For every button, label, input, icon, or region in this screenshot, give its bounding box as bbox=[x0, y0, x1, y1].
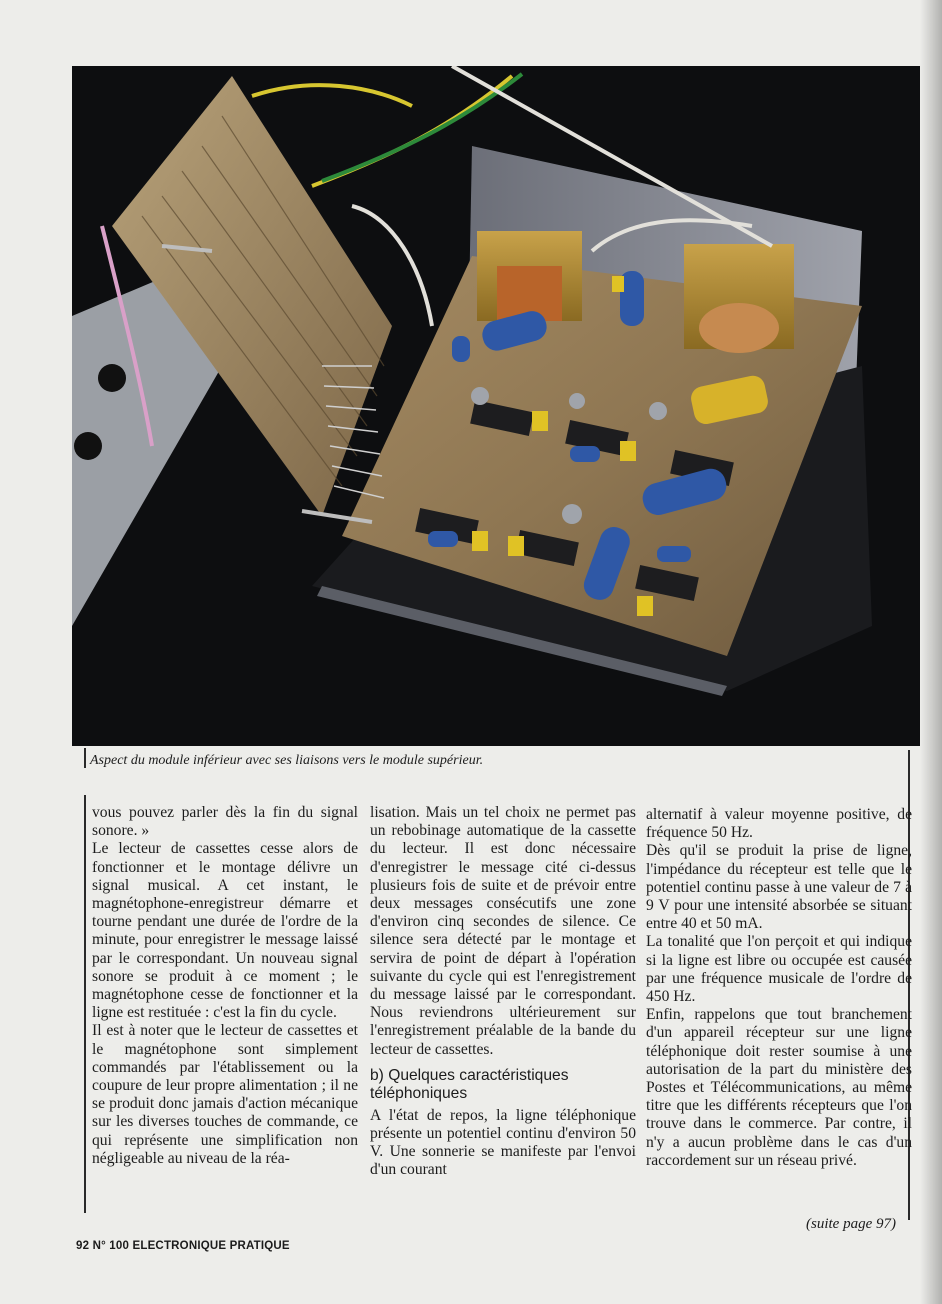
paragraph: Enfin, rappelons que tout branchement d'un appareil récepteur sur une ligne téléphonique doit rester soumise à une autorisation de la part du ministère des Postes et Télécommunications, au même titre que les différents récepteurs que l'on trouve dans le commerce. Par contre, il n'y a aucun problème dans le cas d'un raccordement sur un réseau privé. bbox=[646, 1006, 912, 1169]
caption-left-rule bbox=[84, 748, 86, 768]
paragraph: lisation. Mais un tel choix ne permet pas un rebobinage automatique de la cassette du lecteur. Il est donc nécessaire d'enregistrer le message cité ci-dessus plusieurs fois de suite et de prévoir entre deux messages consécutifs une zone d'environ cinq secondes de silence. Ce silence sera détecté par le montage et servira de point de départ à l'opération suivante du cycle qui est l'enregistrement du message laissé par le correspondant. Nous reviendrons ultérieurement sur l'enregistrement préalable de la bande du lecteur de cassettes. bbox=[370, 804, 636, 1058]
column-left-rule bbox=[84, 795, 86, 1213]
photo-caption: Aspect du module inférieur avec ses liaisons vers le module supérieur. bbox=[90, 753, 484, 768]
paragraph: alternatif à valeur moyenne positive, de fréquence 50 Hz. bbox=[646, 806, 912, 842]
paragraph: Le lecteur de cassettes cesse alors de fonctionner et le montage délivre un signal musical. A cet instant, le magnétophone-enregistreur démarre et tourne pendant une durée de l'ordre de la minute, pour enregistrer le message laissé par le correspondant. Un nouveau signal sonore se produit à ce moment ; le magnétophone cesse de fonctionner et la ligne est restituée : c'est la fin du cycle. bbox=[92, 840, 358, 1022]
text-column-1 bbox=[92, 804, 358, 1168]
paragraph: Il est à noter que le lecteur de cassettes et le magnétophone sont simplement commandés par l'établissement ou la coupure de leur propre alimentation ; il ne se produit donc jamais d'action mécanique sur les diverses touches de commande, ce qui représente une simplification non négligeable au niveau de la réa- bbox=[92, 1022, 358, 1167]
paragraph: Dès qu'il se produit la prise de ligne, l'impédance du récepteur est telle que le potentiel continu passe à une valeur de 7 à 9 V pour une intensité absorbée se situant entre 40 et 50 mA. bbox=[646, 842, 912, 933]
circuit-board-photo bbox=[72, 66, 920, 746]
paragraph: A l'état de repos, la ligne téléphonique présente un potentiel continu d'environ 50 V. Une sonnerie se manifeste par l'envoi d'un courant bbox=[370, 1106, 636, 1179]
page-edge-shadow bbox=[920, 0, 942, 1304]
paragraph: vous pouvez parler dès la fin du signal sonore. » bbox=[92, 804, 358, 840]
text-column-3 bbox=[646, 806, 912, 1170]
page-footer: 92 N° 100 ELECTRONIQUE PRATIQUE bbox=[76, 1240, 290, 1252]
section-heading: b) Quelques caractéristiques téléphoniques bbox=[370, 1066, 569, 1103]
continuation-note: (suite page 97) bbox=[806, 1216, 896, 1232]
text-column-2 bbox=[370, 804, 636, 1180]
paragraph: La tonalité que l'on perçoit et qui indique si la ligne est libre ou occupée est causée par une fréquence musicale de l'ordre de 450 Hz. bbox=[646, 933, 912, 1006]
